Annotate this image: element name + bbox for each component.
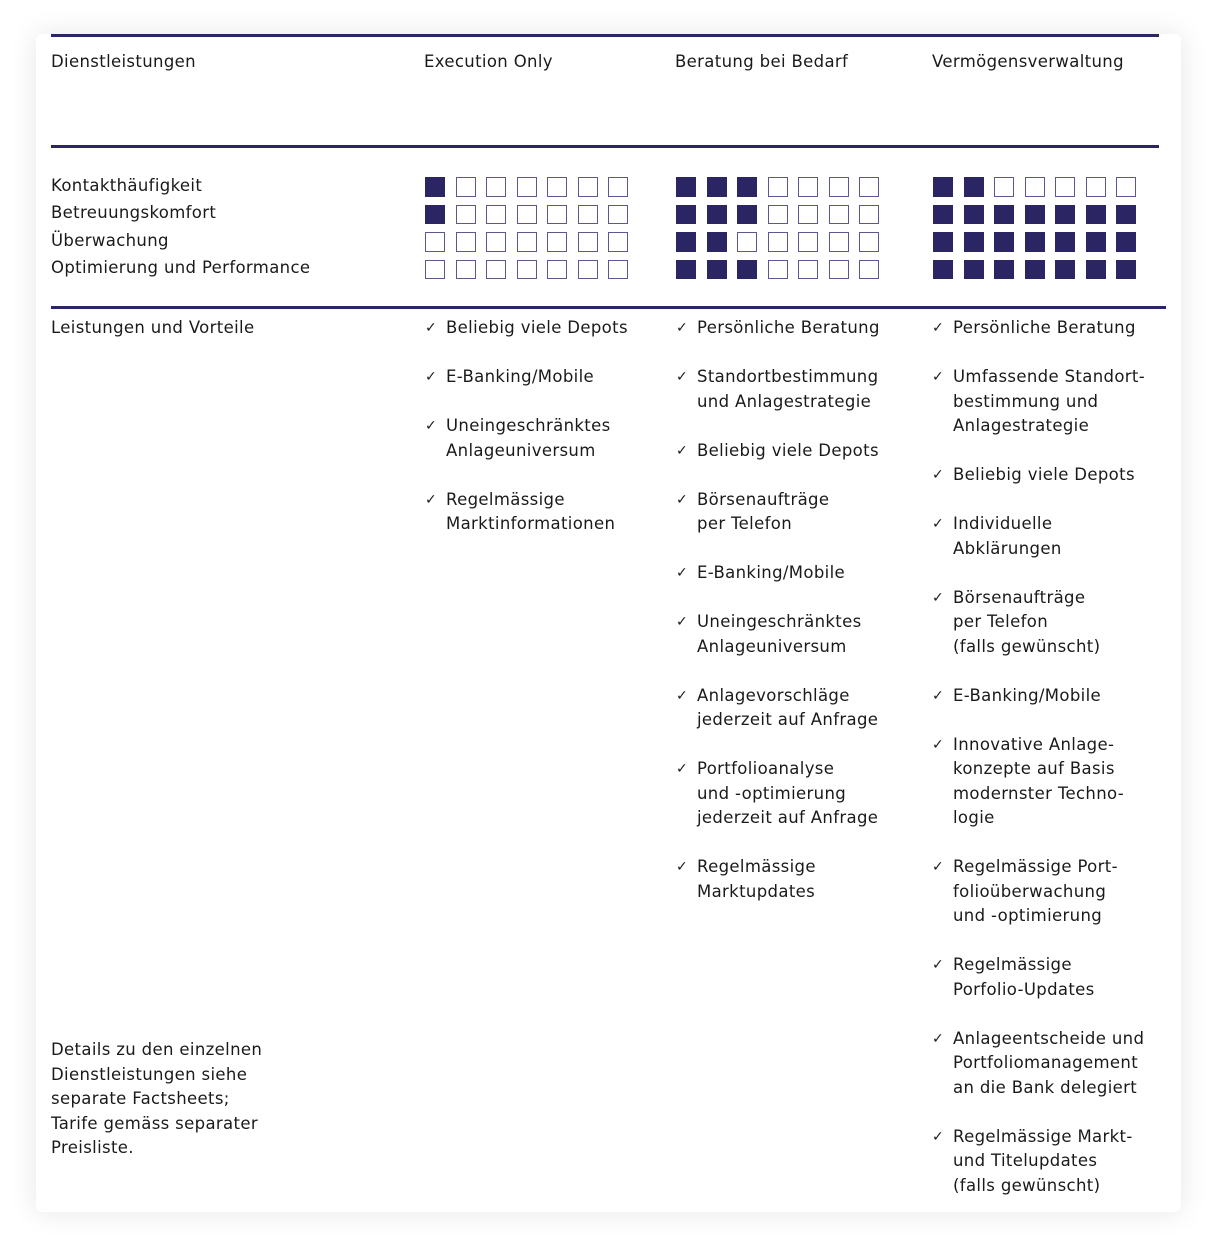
feature-item bbox=[932, 586, 1145, 660]
rating-square-filled bbox=[707, 260, 727, 280]
feature-item bbox=[676, 439, 880, 464]
feature-item-text: Börsenaufträge per Telefon (falls gewünscht) bbox=[953, 587, 1101, 656]
rating-square-empty bbox=[425, 232, 445, 252]
rating-square-empty bbox=[608, 205, 628, 225]
check-icon: ✓ bbox=[932, 957, 945, 973]
rating-grid-vermoegensverwaltung bbox=[933, 177, 1136, 279]
feature-item-text: Uneingeschränktes Anlageuniversum bbox=[446, 416, 611, 460]
feature-item-text: Persönliche Beratung bbox=[953, 318, 1136, 337]
feature-item-text: Beliebig viele Depots bbox=[446, 318, 628, 337]
footnote: Details zu den einzelnen Dienstleistungen siehe separate Factsheets; Tarife gemäss separater Preisliste. bbox=[51, 1040, 263, 1157]
check-icon: ✓ bbox=[932, 516, 945, 532]
feature-item-text: Regelmässige Markt- und Titelupdates (falls gewünscht) bbox=[953, 1126, 1133, 1195]
rating-square-empty bbox=[1116, 177, 1136, 197]
check-icon: ✓ bbox=[676, 859, 689, 875]
check-icon: ✓ bbox=[676, 491, 689, 508]
feature-item bbox=[932, 855, 1145, 929]
feature-item bbox=[425, 488, 628, 537]
rating-grid-execution-only bbox=[425, 177, 628, 279]
rating-square-filled bbox=[737, 177, 757, 197]
rating-square-empty bbox=[608, 177, 628, 197]
check-icon: ✓ bbox=[932, 589, 945, 606]
rating-square-empty bbox=[798, 177, 818, 197]
rating-square-empty bbox=[768, 205, 788, 225]
feature-item bbox=[676, 855, 880, 904]
feature-item-text: Uneingeschränktes Anlageuniversum bbox=[697, 612, 862, 656]
feature-item bbox=[425, 414, 628, 463]
rating-square-empty bbox=[829, 232, 849, 252]
rating-square-filled bbox=[676, 177, 696, 197]
rating-square-filled bbox=[964, 177, 984, 197]
rating-square-filled bbox=[994, 205, 1014, 225]
feature-item bbox=[676, 561, 880, 586]
rating-square-filled bbox=[1055, 232, 1075, 252]
rating-square-filled bbox=[933, 205, 953, 225]
feature-item bbox=[932, 733, 1145, 831]
check-icon: ✓ bbox=[425, 320, 438, 336]
feature-item bbox=[932, 365, 1145, 439]
feature-item-text: Regelmässige Porfolio-Updates bbox=[953, 955, 1095, 999]
rating-square-empty bbox=[578, 260, 598, 280]
rating-square-empty bbox=[768, 177, 788, 197]
feature-item bbox=[932, 512, 1145, 561]
top-rule bbox=[51, 34, 1159, 37]
rating-square-filled bbox=[425, 205, 445, 225]
rating-square-empty bbox=[1025, 177, 1045, 197]
check-icon: ✓ bbox=[425, 491, 438, 508]
rating-square-empty bbox=[737, 232, 757, 252]
rating-square-filled bbox=[676, 205, 696, 225]
check-icon: ✓ bbox=[932, 736, 945, 753]
rating-square-empty bbox=[425, 260, 445, 280]
rating-square-empty bbox=[829, 205, 849, 225]
rating-square-empty bbox=[859, 205, 879, 225]
check-icon: ✓ bbox=[932, 369, 945, 385]
rating-square-filled bbox=[1025, 260, 1045, 280]
rating-square-empty bbox=[768, 232, 788, 252]
feature-item bbox=[676, 684, 880, 733]
check-icon: ✓ bbox=[932, 687, 945, 704]
feature-item-text: Beliebig viele Depots bbox=[953, 465, 1135, 484]
rating-square-filled bbox=[1025, 232, 1045, 252]
rating-square-filled bbox=[1116, 260, 1136, 280]
check-icon: ✓ bbox=[676, 565, 689, 581]
feature-item-text: Börsenaufträge per Telefon bbox=[697, 489, 830, 533]
feature-list-vermoegensverwaltung bbox=[932, 316, 1145, 1223]
feature-item bbox=[676, 316, 880, 341]
check-icon: ✓ bbox=[676, 369, 689, 385]
rating-square-filled bbox=[933, 260, 953, 280]
header-row-label: Dienstleistungen bbox=[51, 52, 196, 71]
feature-item bbox=[425, 316, 628, 341]
rating-square-empty bbox=[547, 205, 567, 225]
criterion-label: Kontakthäufigkeit bbox=[51, 176, 203, 195]
rating-square-empty bbox=[486, 232, 506, 252]
feature-item bbox=[932, 684, 1145, 709]
feature-item bbox=[676, 610, 880, 659]
feature-item bbox=[676, 757, 880, 831]
check-icon: ✓ bbox=[676, 687, 689, 704]
rating-square-filled bbox=[964, 232, 984, 252]
feature-item-text: Anlagevorschläge jederzeit auf Anfrage bbox=[697, 685, 879, 729]
rating-square-empty bbox=[859, 177, 879, 197]
ratings-rule bbox=[51, 306, 1166, 309]
rating-square-filled bbox=[676, 232, 696, 252]
feature-item-text: E-Banking/Mobile bbox=[953, 685, 1102, 705]
rating-square-empty bbox=[578, 232, 598, 252]
feature-item-text: Innovative Anlage- konzepte auf Basis modernster Techno- logie bbox=[953, 734, 1125, 827]
rating-square-empty bbox=[608, 260, 628, 280]
feature-item-text: Regelmässige Port- folioüberwachung und -optimierung bbox=[953, 857, 1118, 925]
rating-square-filled bbox=[933, 177, 953, 197]
rating-square-empty bbox=[798, 260, 818, 280]
rating-square-empty bbox=[547, 177, 567, 197]
feature-item bbox=[676, 365, 880, 414]
rating-square-filled bbox=[1086, 260, 1106, 280]
feature-item-text: E-Banking/Mobile bbox=[697, 563, 846, 582]
check-icon: ✓ bbox=[425, 418, 438, 434]
column-header-execution-only: Execution Only bbox=[424, 52, 553, 71]
rating-square-filled bbox=[1055, 205, 1075, 225]
rating-square-empty bbox=[768, 260, 788, 280]
header-rule bbox=[51, 145, 1159, 148]
feature-item-text: E-Banking/Mobile bbox=[446, 367, 595, 386]
feature-item-text: Individuelle Abklärungen bbox=[953, 514, 1062, 558]
feature-list-execution-only bbox=[425, 316, 628, 561]
rating-square-empty bbox=[486, 205, 506, 225]
rating-square-empty bbox=[994, 177, 1014, 197]
check-icon: ✓ bbox=[676, 320, 689, 336]
rating-square-filled bbox=[964, 205, 984, 225]
rating-square-empty bbox=[547, 260, 567, 280]
feature-item bbox=[932, 953, 1145, 1002]
rating-square-empty bbox=[486, 260, 506, 280]
rating-square-empty bbox=[1086, 177, 1106, 197]
rating-square-filled bbox=[1116, 232, 1136, 252]
rating-square-filled bbox=[425, 177, 445, 197]
criterion-label: Optimierung und Performance bbox=[51, 257, 311, 277]
check-icon: ✓ bbox=[676, 761, 689, 777]
feature-item bbox=[932, 1125, 1145, 1199]
column-header-beratung-bei-bedarf: Beratung bei Bedarf bbox=[675, 52, 849, 71]
feature-item-text: Beliebig viele Depots bbox=[697, 440, 879, 460]
rating-grid-beratung-bei-bedarf bbox=[676, 177, 879, 279]
rating-square-empty bbox=[517, 232, 537, 252]
rating-square-filled bbox=[964, 260, 984, 280]
rating-square-empty bbox=[517, 177, 537, 197]
criteria-list bbox=[51, 172, 310, 281]
feature-item-text: Umfassende Standort- bestimmung und Anlagestrategie bbox=[953, 367, 1146, 435]
feature-item bbox=[932, 1027, 1145, 1101]
column-header-vermoegensverwaltung: Vermögensverwaltung bbox=[932, 52, 1124, 71]
feature-item bbox=[932, 463, 1145, 488]
rating-square-empty bbox=[578, 177, 598, 197]
feature-list-beratung-bei-bedarf bbox=[676, 316, 880, 929]
rating-square-filled bbox=[994, 232, 1014, 252]
rating-square-empty bbox=[456, 177, 476, 197]
rating-square-empty bbox=[547, 232, 567, 252]
features-row-label: Leistungen und Vorteile bbox=[51, 318, 255, 337]
check-icon: ✓ bbox=[676, 442, 689, 459]
rating-square-empty bbox=[517, 260, 537, 280]
check-icon: ✓ bbox=[932, 467, 945, 483]
rating-square-filled bbox=[707, 205, 727, 225]
feature-item-text: Standortbestimmung und Anlagestrategie bbox=[697, 367, 879, 411]
rating-square-empty bbox=[517, 205, 537, 225]
rating-square-filled bbox=[933, 232, 953, 252]
rating-square-filled bbox=[994, 260, 1014, 280]
rating-square-filled bbox=[1055, 260, 1075, 280]
feature-item-text: Anlageentscheide und Portfoliomanagement an die Bank delegiert bbox=[953, 1028, 1145, 1097]
rating-square-filled bbox=[676, 260, 696, 280]
rating-square-empty bbox=[798, 205, 818, 225]
rating-square-filled bbox=[737, 205, 757, 225]
rating-square-empty bbox=[578, 205, 598, 225]
check-icon: ✓ bbox=[932, 320, 945, 336]
criterion-label: Überwachung bbox=[51, 230, 169, 250]
feature-item-text: Portfolioanalyse und -optimierung jederzeit auf Anfrage bbox=[697, 759, 879, 827]
check-icon: ✓ bbox=[932, 1030, 945, 1047]
rating-square-filled bbox=[1116, 205, 1136, 225]
feature-item-text: Persönliche Beratung bbox=[697, 318, 880, 337]
rating-square-empty bbox=[859, 232, 879, 252]
rating-square-empty bbox=[829, 177, 849, 197]
feature-item-text: Regelmässige Marktinformationen bbox=[446, 489, 616, 533]
rating-square-filled bbox=[1025, 205, 1045, 225]
rating-square-empty bbox=[456, 260, 476, 280]
rating-square-filled bbox=[737, 260, 757, 280]
criterion-label: Betreuungskomfort bbox=[51, 203, 217, 223]
check-icon: ✓ bbox=[932, 859, 945, 875]
check-icon: ✓ bbox=[676, 614, 689, 630]
rating-square-empty bbox=[1055, 177, 1075, 197]
check-icon: ✓ bbox=[932, 1128, 945, 1145]
rating-square-empty bbox=[456, 232, 476, 252]
check-icon: ✓ bbox=[425, 369, 438, 385]
rating-square-empty bbox=[829, 260, 849, 280]
feature-item bbox=[425, 365, 628, 390]
feature-item bbox=[676, 488, 880, 537]
rating-square-filled bbox=[1086, 205, 1106, 225]
rating-square-empty bbox=[798, 232, 818, 252]
rating-square-filled bbox=[707, 177, 727, 197]
rating-square-empty bbox=[859, 260, 879, 280]
feature-item bbox=[932, 316, 1145, 341]
feature-item-text: Regelmässige Marktupdates bbox=[697, 857, 816, 901]
rating-square-filled bbox=[707, 232, 727, 252]
rating-square-empty bbox=[608, 232, 628, 252]
rating-square-filled bbox=[1086, 232, 1106, 252]
rating-square-empty bbox=[486, 177, 506, 197]
rating-square-empty bbox=[456, 205, 476, 225]
